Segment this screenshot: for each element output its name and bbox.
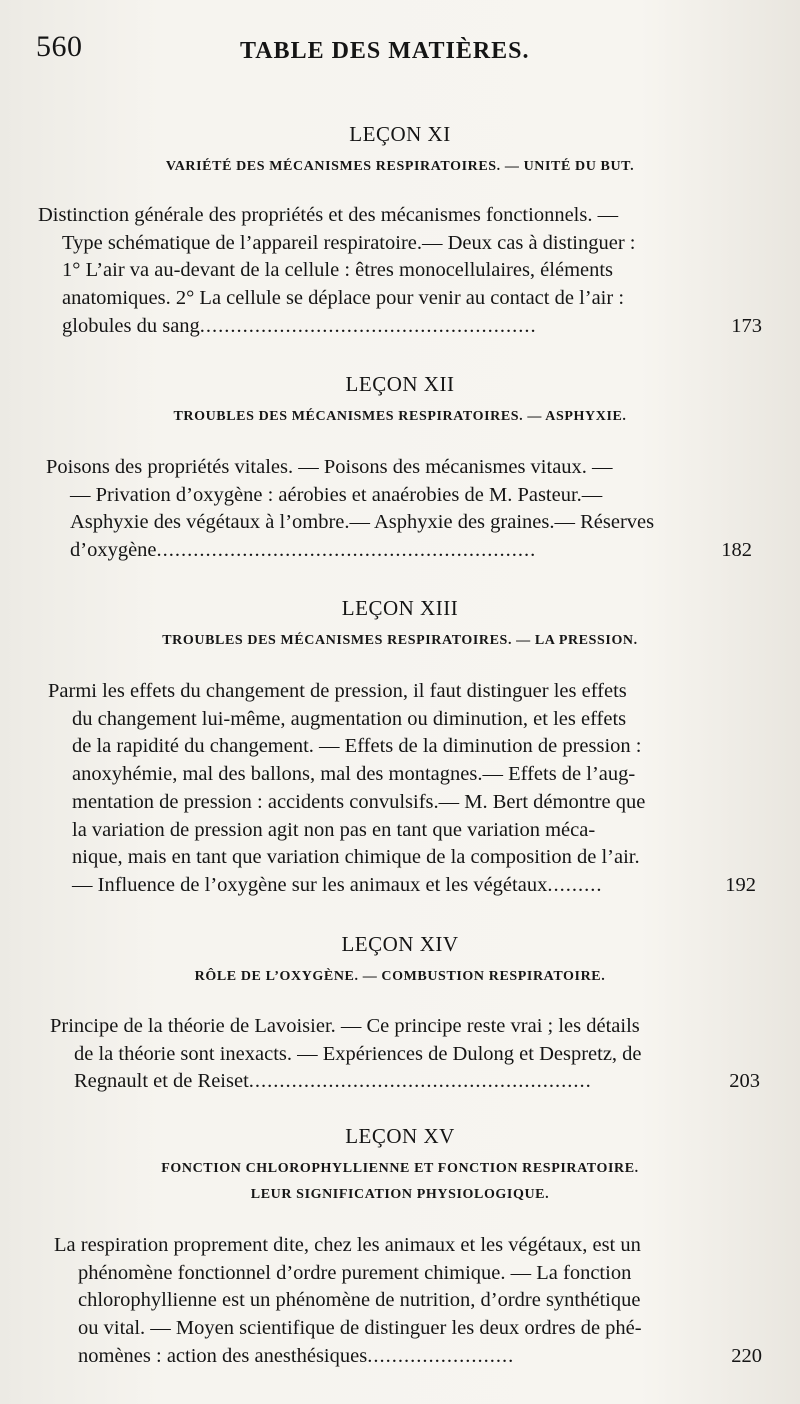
lecon-title: LEÇON XI — [349, 122, 451, 146]
lecon-summary — [38, 202, 762, 341]
summary-line-text: Regnault et de Reiset — [74, 1070, 249, 1093]
page-reference: 173 — [731, 314, 762, 337]
summary-line: — Privation d’oxygène : aérobies et anaérobies de M. Pasteur.— — [70, 483, 603, 506]
lecon-title: LEÇON XV — [345, 1124, 455, 1148]
summary-line: mentation de pression : accidents convulsifs.— M. Bert démontre que — [72, 790, 646, 813]
summary-line: anatomiques. 2° La cellule se déplace pour venir au contact de l’air : — [62, 287, 625, 310]
summary-line — [54, 1343, 762, 1371]
section-lecon-xiv — [0, 932, 800, 985]
summary-line — [38, 313, 762, 341]
dot-leader: ........................................................ — [248, 1070, 592, 1093]
summary-line: Type schématique de l’appareil respiratoire.— Deux cas à distinguer : — [62, 231, 636, 254]
page-reference: 182 — [721, 539, 752, 562]
lecon-summary — [46, 454, 752, 565]
lecon-subtitle: LEUR SIGNIFICATION PHYSIOLOGIQUE. — [250, 1187, 550, 1202]
summary-line: La respiration proprement dite, chez les animaux et les végétaux, est un — [54, 1234, 641, 1256]
lecon-subtitle: FONCTION CHLOROPHYLLIENNE ET FONCTION RESPIRATOIRE. — [161, 1161, 639, 1176]
lecon-summary — [48, 678, 756, 900]
page-reference: 220 — [731, 1344, 762, 1367]
lecon-subtitle: VARIÉTÉ DES MÉCANISMES RESPIRATOIRES. — UNITÉ DU BUT. — [165, 159, 635, 174]
section-lecon-xiii — [0, 596, 800, 649]
section-lecon-xii — [0, 372, 800, 425]
summary-line: ou vital. — Moyen scientifique de distinguer les deux ordres de phé- — [78, 1317, 642, 1340]
lecon-summary — [54, 1232, 762, 1371]
page-reference: 192 — [725, 873, 756, 896]
summary-line: Principe de la théorie de Lavoisier. — Ce principe reste vrai ; les détails — [50, 1015, 640, 1037]
dot-leader: .............................................................. — [156, 539, 537, 562]
summary-line: de la théorie sont inexacts. — Expériences de Dulong et Despretz, de — [74, 1042, 642, 1065]
summary-line-text: globules du sang — [62, 314, 200, 337]
summary-line: anoxyhémie, mal des ballons, mal des montagnes.— Effets de l’aug- — [72, 763, 636, 786]
lecon-subtitle: TROUBLES DES MÉCANISMES RESPIRATOIRES. — ASPHYXIE. — [173, 409, 627, 424]
summary-line — [46, 537, 752, 565]
summary-line: la variation de pression agit non pas en tant que variation méca- — [72, 818, 596, 841]
lecon-title: LEÇON XIII — [341, 596, 459, 620]
lecon-subtitle: TROUBLES DES MÉCANISMES RESPIRATOIRES. — LA PRESSION. — [162, 633, 638, 648]
summary-line — [50, 1068, 760, 1096]
summary-line: Poisons des propriétés vitales. — Poisons des mécanismes vitaux. — — [46, 456, 613, 478]
summary-line: Asphyxie des végétaux à l’ombre.— Asphyxie des graines.— Réserves — [70, 511, 655, 534]
summary-line: chlorophyllienne est un phénomène de nutrition, d’ordre synthétique — [78, 1289, 641, 1312]
summary-line: nique, mais en tant que variation chimique de la composition de l’air. — [72, 846, 640, 869]
lecon-summary — [50, 1013, 760, 1096]
summary-line: 1° L’air va au-devant de la cellule : êtres monocellulaires, éléments — [62, 259, 614, 282]
running-title: TABLE DES MATIÈRES. — [240, 38, 530, 64]
lecon-title: LEÇON XII — [345, 372, 455, 396]
dot-leader: ........................ — [367, 1344, 515, 1367]
dot-leader: ....................................................... — [199, 314, 537, 337]
summary-line-text: — Influence de l’oxygène sur les animaux et les végétaux — [72, 873, 548, 896]
page-reference: 203 — [729, 1070, 760, 1093]
summary-line: Distinction générale des propriétés et des mécanismes fonctionnels. — — [38, 204, 619, 226]
lecon-subtitle: RÔLE DE L’OXYGÈNE. — COMBUSTION RESPIRATOIRE. — [194, 969, 606, 984]
summary-line — [48, 872, 756, 900]
summary-line: Parmi les effets du changement de pression, il faut distinguer les effets — [48, 680, 627, 702]
section-lecon-xi — [0, 122, 800, 175]
section-lecon-xv — [0, 1124, 800, 1203]
summary-line-text: nomènes : action des anesthésiques — [78, 1344, 368, 1367]
dot-leader: ......... — [547, 873, 603, 896]
summary-line: du changement lui-même, augmentation ou diminution, et les effets — [72, 707, 627, 730]
summary-line: de la rapidité du changement. — Effets de la diminution de pression : — [72, 735, 642, 758]
lecon-title: LEÇON XIV — [341, 932, 459, 956]
summary-line-text: d’oxygène — [70, 539, 157, 562]
page-number: 560 — [36, 30, 83, 63]
summary-line: phénomène fonctionnel d’ordre purement chimique. — La fonction — [78, 1261, 632, 1284]
